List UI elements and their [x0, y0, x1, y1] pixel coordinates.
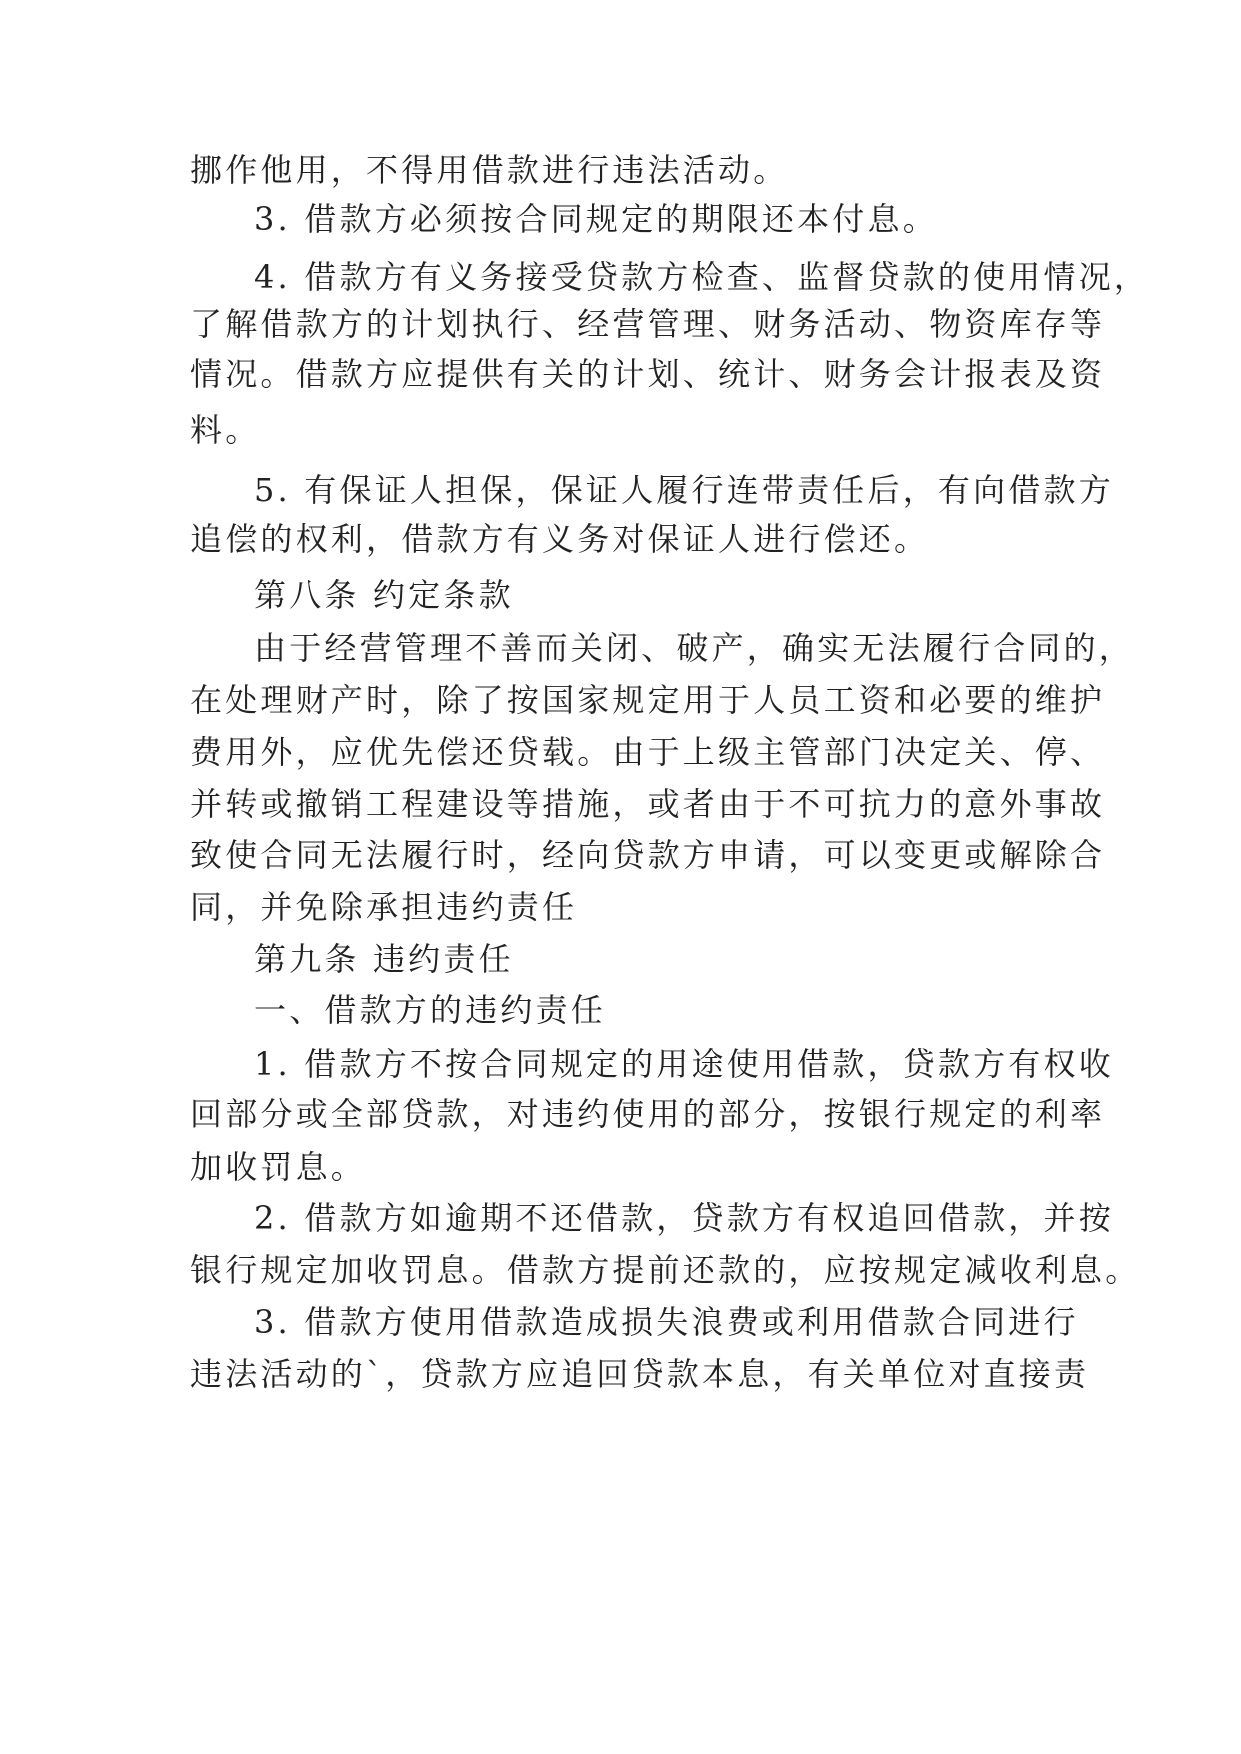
- text-line: 致使合同无法履行时，经向贷款方申请，可以变更或解除合: [190, 836, 1106, 874]
- text-line: 违法活动的`，贷款方应追回贷款本息，有关单位对直接责: [190, 1355, 1090, 1393]
- text-line: 回部分或全部贷款，对违约使用的部分，按银行规定的利率: [190, 1095, 1106, 1133]
- text-line: 加收罚息。: [190, 1148, 367, 1186]
- text-line: 1. 借款方不按合同规定的用途使用借款，贷款方有权收: [254, 1045, 1114, 1083]
- subsection-heading: 一、借款方的违约责任: [254, 991, 607, 1029]
- text-line: 挪作他用，不得用借款进行违法活动。: [190, 151, 789, 189]
- text-line: 同，并免除承担违约责任: [190, 888, 578, 926]
- text-line: 5. 有保证人担保，保证人履行连带责任后，有向借款方: [254, 471, 1114, 509]
- text-line: 并转或撤销工程建设等措施，或者由于不可抗力的意外事故: [190, 785, 1106, 823]
- text-line: 银行规定加收罚息。借款方提前还款的，应按规定减收利息。: [190, 1251, 1141, 1289]
- text-line: 料。: [190, 411, 261, 449]
- text-line: 3. 借款方必须按合同规定的期限还本付息。: [254, 200, 938, 238]
- text-line: 了解借款方的计划执行、经营管理、财务活动、物资库存等: [190, 305, 1106, 343]
- text-line: 在处理财产时，除了按国家规定用于人员工资和必要的维护: [190, 681, 1106, 719]
- text-line: 追偿的权利，借款方有义务对保证人进行偿还。: [190, 520, 930, 558]
- text-line: 2. 借款方如逾期不还借款，贷款方有权追回借款，并按: [254, 1199, 1114, 1237]
- section-heading: 第八条 约定条款: [254, 576, 514, 614]
- text-line: 由于经营管理不善而关闭、破产，确实无法履行合同的，: [254, 629, 1135, 667]
- text-line: 费用外，应优先偿还贷载。由于上级主管部门决定关、停、: [190, 733, 1106, 771]
- text-line: 4. 借款方有义务接受贷款方检查、监督贷款的使用情况，: [254, 258, 1150, 296]
- text-line: 3. 借款方使用借款造成损失浪费或利用借款合同进行: [254, 1303, 1079, 1341]
- text-line: 情况。借款方应提供有关的计划、统计、财务会计报表及资: [190, 355, 1106, 393]
- section-heading: 第九条 违约责任: [254, 940, 514, 978]
